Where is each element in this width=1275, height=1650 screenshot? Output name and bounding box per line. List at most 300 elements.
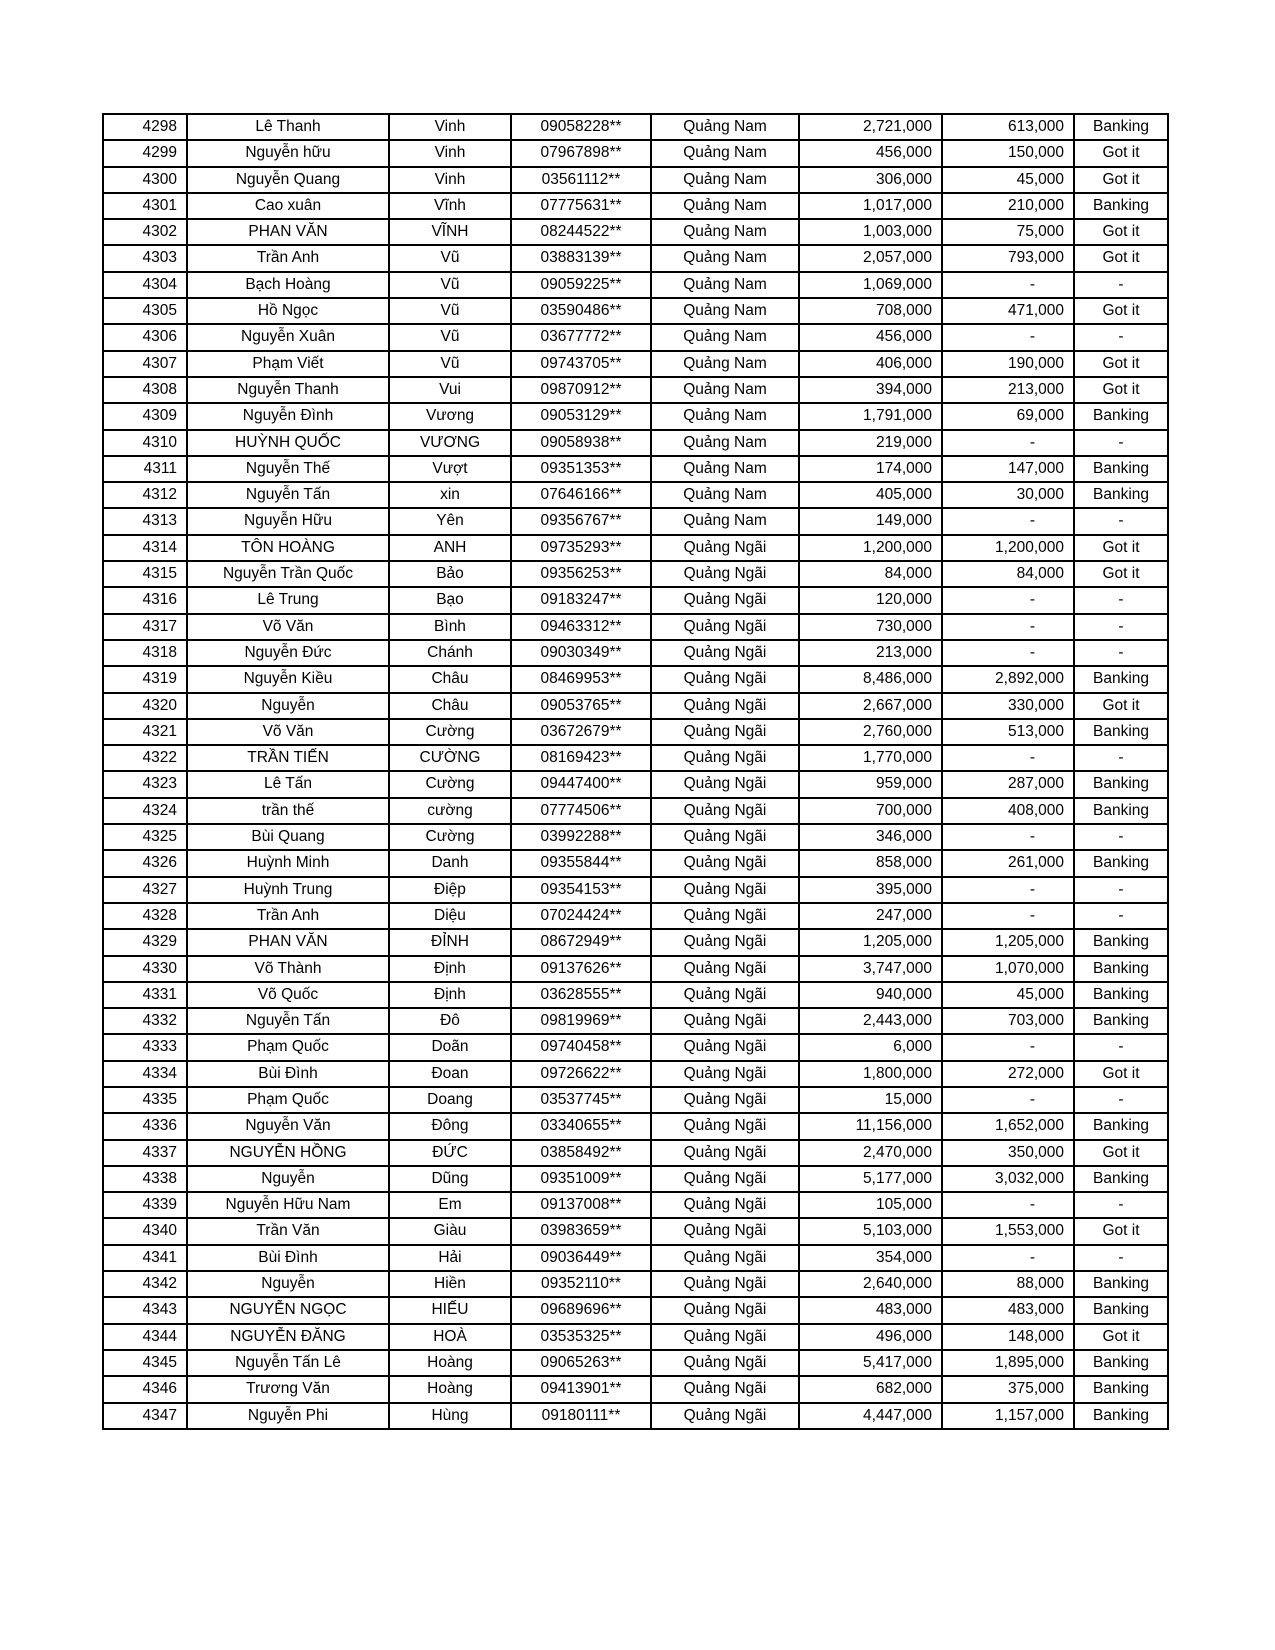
cell-first-name: Vũ <box>389 272 511 298</box>
cell-status: Got it <box>1074 1061 1168 1087</box>
cell-amount-2: 30,000 <box>942 482 1074 508</box>
cell-last-name: Trần Anh <box>187 245 389 271</box>
cell-status: - <box>1074 1245 1168 1271</box>
cell-first-name: ANH <box>389 535 511 561</box>
cell-status: Got it <box>1074 140 1168 166</box>
cell-phone: 03561112** <box>511 167 651 193</box>
cell-status: - <box>1074 640 1168 666</box>
cell-id: 4337 <box>103 1140 187 1166</box>
cell-last-name: Nguyễn Hữu <box>187 508 389 534</box>
cell-phone: 09726622** <box>511 1061 651 1087</box>
cell-id: 4346 <box>103 1376 187 1402</box>
cell-province: Quảng Nam <box>651 403 799 429</box>
cell-province: Quảng Ngãi <box>651 666 799 692</box>
cell-status: Got it <box>1074 245 1168 271</box>
table-row <box>103 193 1168 219</box>
cell-amount-1: 483,000 <box>799 1297 942 1323</box>
cell-last-name: Trần Văn <box>187 1218 389 1244</box>
cell-last-name: Nguyễn Quang <box>187 167 389 193</box>
cell-phone: 09352110** <box>511 1271 651 1297</box>
table-row <box>103 351 1168 377</box>
cell-status: Got it <box>1074 535 1168 561</box>
cell-last-name: Nguyễn Văn <box>187 1113 389 1139</box>
cell-id: 4341 <box>103 1245 187 1271</box>
cell-province: Quảng Ngãi <box>651 1166 799 1192</box>
cell-last-name: Phạm Quốc <box>187 1087 389 1113</box>
cell-province: Quảng Ngãi <box>651 929 799 955</box>
cell-province: Quảng Nam <box>651 351 799 377</box>
table-row <box>103 666 1168 692</box>
table-row <box>103 298 1168 324</box>
cell-province: Quảng Ngãi <box>651 1034 799 1060</box>
table-row <box>103 1192 1168 1218</box>
table-row <box>103 1008 1168 1034</box>
cell-status: Banking <box>1074 929 1168 955</box>
table-row <box>103 1166 1168 1192</box>
cell-amount-2: 147,000 <box>942 456 1074 482</box>
table-row <box>103 929 1168 955</box>
cell-first-name: Cường <box>389 719 511 745</box>
cell-amount-1: 11,156,000 <box>799 1113 942 1139</box>
cell-id: 4314 <box>103 535 187 561</box>
cell-province: Quảng Nam <box>651 324 799 350</box>
cell-amount-2: - <box>942 1245 1074 1271</box>
cell-id: 4298 <box>103 114 187 140</box>
cell-first-name: Cường <box>389 771 511 797</box>
cell-status: - <box>1074 587 1168 613</box>
cell-amount-2: 148,000 <box>942 1324 1074 1350</box>
cell-phone: 08244522** <box>511 219 651 245</box>
cell-id: 4303 <box>103 245 187 271</box>
cell-amount-2: - <box>942 614 1074 640</box>
cell-amount-2: 1,070,000 <box>942 956 1074 982</box>
cell-status: Banking <box>1074 456 1168 482</box>
cell-id: 4313 <box>103 508 187 534</box>
cell-amount-1: 3,747,000 <box>799 956 942 982</box>
cell-amount-1: 5,417,000 <box>799 1350 942 1376</box>
table-row <box>103 1403 1168 1429</box>
cell-first-name: Vinh <box>389 140 511 166</box>
cell-id: 4321 <box>103 719 187 745</box>
cell-phone: 08469953** <box>511 666 651 692</box>
cell-amount-1: 6,000 <box>799 1034 942 1060</box>
cell-status: - <box>1074 1192 1168 1218</box>
cell-phone: 08672949** <box>511 929 651 955</box>
cell-amount-2: - <box>942 1192 1074 1218</box>
cell-province: Quảng Ngãi <box>651 587 799 613</box>
cell-phone: 09137008** <box>511 1192 651 1218</box>
cell-id: 4317 <box>103 614 187 640</box>
cell-first-name: Giàu <box>389 1218 511 1244</box>
cell-last-name: Nguyễn Tấn <box>187 1008 389 1034</box>
cell-first-name: HOÀ <box>389 1324 511 1350</box>
cell-id: 4332 <box>103 1008 187 1034</box>
cell-last-name: Nguyễn Tấn Lê <box>187 1350 389 1376</box>
cell-id: 4301 <box>103 193 187 219</box>
cell-amount-1: 84,000 <box>799 561 942 587</box>
cell-status: - <box>1074 745 1168 771</box>
cell-id: 4310 <box>103 430 187 456</box>
cell-last-name: Nguyễn <box>187 1271 389 1297</box>
cell-amount-2: - <box>942 430 1074 456</box>
cell-province: Quảng Ngãi <box>651 693 799 719</box>
cell-phone: 09137626** <box>511 956 651 982</box>
cell-amount-2: - <box>942 824 1074 850</box>
cell-id: 4342 <box>103 1271 187 1297</box>
cell-first-name: Yên <box>389 508 511 534</box>
cell-last-name: Võ Thành <box>187 956 389 982</box>
cell-last-name: Nguyễn Đức <box>187 640 389 666</box>
cell-amount-1: 700,000 <box>799 798 942 824</box>
table-row <box>103 693 1168 719</box>
cell-phone: 08169423** <box>511 745 651 771</box>
cell-amount-1: 2,760,000 <box>799 719 942 745</box>
cell-province: Quảng Nam <box>651 430 799 456</box>
cell-phone: 09030349** <box>511 640 651 666</box>
cell-first-name: Bạo <box>389 587 511 613</box>
cell-status: Banking <box>1074 1166 1168 1192</box>
cell-amount-1: 858,000 <box>799 850 942 876</box>
cell-amount-2: 513,000 <box>942 719 1074 745</box>
table-row <box>103 850 1168 876</box>
cell-phone: 09355844** <box>511 850 651 876</box>
table-row <box>103 114 1168 140</box>
table-row <box>103 377 1168 403</box>
cell-first-name: HIẾU <box>389 1297 511 1323</box>
cell-first-name: Bình <box>389 614 511 640</box>
cell-first-name: Vương <box>389 403 511 429</box>
cell-last-name: Nguyễn hữu <box>187 140 389 166</box>
cell-id: 4308 <box>103 377 187 403</box>
cell-id: 4336 <box>103 1113 187 1139</box>
cell-amount-2: 2,892,000 <box>942 666 1074 692</box>
cell-amount-2: 272,000 <box>942 1061 1074 1087</box>
cell-last-name: Huỳnh Minh <box>187 850 389 876</box>
cell-amount-1: 2,057,000 <box>799 245 942 271</box>
cell-amount-1: 496,000 <box>799 1324 942 1350</box>
cell-province: Quảng Ngãi <box>651 614 799 640</box>
cell-first-name: Vũ <box>389 245 511 271</box>
cell-amount-1: 174,000 <box>799 456 942 482</box>
cell-last-name: Nguyễn Thế <box>187 456 389 482</box>
cell-amount-2: 408,000 <box>942 798 1074 824</box>
cell-first-name: Vũ <box>389 324 511 350</box>
cell-first-name: Hiền <box>389 1271 511 1297</box>
cell-last-name: Nguyễn Tấn <box>187 482 389 508</box>
cell-status: Got it <box>1074 377 1168 403</box>
cell-last-name: Bùi Quang <box>187 824 389 850</box>
cell-first-name: ĐỨC <box>389 1140 511 1166</box>
cell-amount-1: 456,000 <box>799 140 942 166</box>
cell-phone: 09058228** <box>511 114 651 140</box>
cell-amount-2: - <box>942 587 1074 613</box>
cell-province: Quảng Ngãi <box>651 1297 799 1323</box>
cell-last-name: Nguyễn Trần Quốc <box>187 561 389 587</box>
cell-id: 4304 <box>103 272 187 298</box>
cell-amount-2: 150,000 <box>942 140 1074 166</box>
records-tbody <box>103 114 1168 1429</box>
cell-last-name: Nguyễn Thanh <box>187 377 389 403</box>
cell-phone: 09740458** <box>511 1034 651 1060</box>
cell-amount-2: 287,000 <box>942 771 1074 797</box>
cell-amount-1: 730,000 <box>799 614 942 640</box>
cell-phone: 03858492** <box>511 1140 651 1166</box>
cell-amount-1: 2,470,000 <box>799 1140 942 1166</box>
cell-last-name: Bạch Hoàng <box>187 272 389 298</box>
cell-amount-2: 75,000 <box>942 219 1074 245</box>
cell-status: Banking <box>1074 1297 1168 1323</box>
cell-province: Quảng Ngãi <box>651 1218 799 1244</box>
cell-phone: 09447400** <box>511 771 651 797</box>
cell-id: 4327 <box>103 877 187 903</box>
cell-id: 4322 <box>103 745 187 771</box>
cell-last-name: Nguyễn Đình <box>187 403 389 429</box>
cell-amount-2: 1,205,000 <box>942 929 1074 955</box>
cell-status: Banking <box>1074 798 1168 824</box>
cell-province: Quảng Ngãi <box>651 771 799 797</box>
cell-id: 4331 <box>103 982 187 1008</box>
cell-province: Quảng Nam <box>651 140 799 166</box>
cell-status: - <box>1074 903 1168 929</box>
cell-last-name: Bùi Đình <box>187 1061 389 1087</box>
cell-phone: 09351353** <box>511 456 651 482</box>
cell-amount-2: 69,000 <box>942 403 1074 429</box>
table-row <box>103 245 1168 271</box>
cell-phone: 03590486** <box>511 298 651 324</box>
cell-id: 4320 <box>103 693 187 719</box>
cell-province: Quảng Nam <box>651 377 799 403</box>
cell-status: Banking <box>1074 482 1168 508</box>
cell-province: Quảng Ngãi <box>651 745 799 771</box>
cell-last-name: Phạm Viết <box>187 351 389 377</box>
cell-id: 4343 <box>103 1297 187 1323</box>
cell-phone: 07967898** <box>511 140 651 166</box>
cell-status: - <box>1074 1087 1168 1113</box>
cell-province: Quảng Ngãi <box>651 1061 799 1087</box>
table-row <box>103 1087 1168 1113</box>
cell-amount-1: 105,000 <box>799 1192 942 1218</box>
cell-id: 4338 <box>103 1166 187 1192</box>
cell-last-name: PHAN VĂN <box>187 929 389 955</box>
cell-amount-2: 483,000 <box>942 1297 1074 1323</box>
cell-id: 4329 <box>103 929 187 955</box>
cell-status: Got it <box>1074 1218 1168 1244</box>
cell-amount-1: 1,770,000 <box>799 745 942 771</box>
cell-amount-2: 3,032,000 <box>942 1166 1074 1192</box>
cell-province: Quảng Nam <box>651 114 799 140</box>
cell-first-name: Cường <box>389 824 511 850</box>
table-row <box>103 771 1168 797</box>
cell-status: Banking <box>1074 1113 1168 1139</box>
cell-first-name: Đông <box>389 1113 511 1139</box>
cell-amount-1: 1,069,000 <box>799 272 942 298</box>
cell-first-name: Vượt <box>389 456 511 482</box>
cell-amount-1: 682,000 <box>799 1376 942 1402</box>
cell-status: Got it <box>1074 351 1168 377</box>
cell-status: - <box>1074 877 1168 903</box>
cell-last-name: Lê Tấn <box>187 771 389 797</box>
cell-last-name: Hồ Ngọc <box>187 298 389 324</box>
cell-amount-1: 213,000 <box>799 640 942 666</box>
cell-id: 4306 <box>103 324 187 350</box>
cell-id: 4307 <box>103 351 187 377</box>
cell-first-name: Định <box>389 982 511 1008</box>
cell-status: Banking <box>1074 956 1168 982</box>
records-table <box>102 113 1169 1430</box>
cell-phone: 03535325** <box>511 1324 651 1350</box>
cell-amount-1: 1,200,000 <box>799 535 942 561</box>
cell-amount-2: - <box>942 903 1074 929</box>
table-row <box>103 1324 1168 1350</box>
cell-amount-2: 210,000 <box>942 193 1074 219</box>
cell-province: Quảng Ngãi <box>651 903 799 929</box>
cell-first-name: Vũ <box>389 298 511 324</box>
table-row <box>103 272 1168 298</box>
cell-amount-1: 2,721,000 <box>799 114 942 140</box>
cell-status: - <box>1074 1034 1168 1060</box>
table-row <box>103 587 1168 613</box>
cell-amount-2: 213,000 <box>942 377 1074 403</box>
table-row <box>103 640 1168 666</box>
cell-province: Quảng Ngãi <box>651 1087 799 1113</box>
cell-status: Got it <box>1074 1324 1168 1350</box>
table-row <box>103 456 1168 482</box>
cell-phone: 07775631** <box>511 193 651 219</box>
cell-first-name: Hải <box>389 1245 511 1271</box>
cell-first-name: Hoàng <box>389 1376 511 1402</box>
cell-last-name: Võ Văn <box>187 719 389 745</box>
cell-status: Banking <box>1074 114 1168 140</box>
cell-province: Quảng Ngãi <box>651 640 799 666</box>
cell-last-name: TRẦN TIẾN <box>187 745 389 771</box>
table-row <box>103 1034 1168 1060</box>
cell-id: 4312 <box>103 482 187 508</box>
cell-id: 4318 <box>103 640 187 666</box>
cell-first-name: CƯỜNG <box>389 745 511 771</box>
cell-first-name: Danh <box>389 850 511 876</box>
table-row <box>103 403 1168 429</box>
cell-phone: 07774506** <box>511 798 651 824</box>
cell-id: 4316 <box>103 587 187 613</box>
cell-status: Banking <box>1074 1271 1168 1297</box>
table-row <box>103 535 1168 561</box>
cell-phone: 09819969** <box>511 1008 651 1034</box>
table-row <box>103 1140 1168 1166</box>
cell-province: Quảng Nam <box>651 219 799 245</box>
cell-status: Banking <box>1074 403 1168 429</box>
cell-status: Banking <box>1074 982 1168 1008</box>
cell-amount-1: 354,000 <box>799 1245 942 1271</box>
cell-status: Got it <box>1074 693 1168 719</box>
cell-phone: 09743705** <box>511 351 651 377</box>
cell-id: 4324 <box>103 798 187 824</box>
cell-first-name: VĨNH <box>389 219 511 245</box>
cell-status: - <box>1074 824 1168 850</box>
cell-first-name: Đô <box>389 1008 511 1034</box>
table-row <box>103 956 1168 982</box>
cell-amount-1: 2,640,000 <box>799 1271 942 1297</box>
cell-province: Quảng Ngãi <box>651 1113 799 1139</box>
cell-last-name: Võ Quốc <box>187 982 389 1008</box>
cell-amount-2: 190,000 <box>942 351 1074 377</box>
table-row <box>103 903 1168 929</box>
cell-last-name: PHAN VĂN <box>187 219 389 245</box>
cell-first-name: Em <box>389 1192 511 1218</box>
cell-province: Quảng Nam <box>651 193 799 219</box>
cell-last-name: Nguyễn <box>187 693 389 719</box>
table-row <box>103 1218 1168 1244</box>
cell-phone: 09065263** <box>511 1350 651 1376</box>
cell-amount-2: - <box>942 508 1074 534</box>
cell-amount-2: - <box>942 324 1074 350</box>
cell-phone: 09870912** <box>511 377 651 403</box>
cell-first-name: Vĩnh <box>389 193 511 219</box>
cell-province: Quảng Ngãi <box>651 824 799 850</box>
cell-id: 4333 <box>103 1034 187 1060</box>
cell-last-name: NGUYỄN HỒNG <box>187 1140 389 1166</box>
table-row <box>103 508 1168 534</box>
cell-province: Quảng Ngãi <box>651 1376 799 1402</box>
cell-province: Quảng Nam <box>651 508 799 534</box>
cell-first-name: Vinh <box>389 114 511 140</box>
cell-last-name: Trương Văn <box>187 1376 389 1402</box>
cell-amount-2: 330,000 <box>942 693 1074 719</box>
cell-last-name: Võ Văn <box>187 614 389 640</box>
cell-amount-2: - <box>942 745 1074 771</box>
cell-province: Quảng Ngãi <box>651 719 799 745</box>
cell-amount-1: 940,000 <box>799 982 942 1008</box>
cell-status: - <box>1074 272 1168 298</box>
cell-status: - <box>1074 508 1168 534</box>
cell-status: Got it <box>1074 219 1168 245</box>
cell-id: 4335 <box>103 1087 187 1113</box>
cell-first-name: Vinh <box>389 167 511 193</box>
cell-status: Banking <box>1074 193 1168 219</box>
cell-last-name: HUỲNH QUỐC <box>187 430 389 456</box>
cell-last-name: NGUYỄN NGỌC <box>187 1297 389 1323</box>
cell-province: Quảng Nam <box>651 456 799 482</box>
cell-id: 4315 <box>103 561 187 587</box>
cell-phone: 09356253** <box>511 561 651 587</box>
cell-province: Quảng Nam <box>651 298 799 324</box>
cell-amount-1: 247,000 <box>799 903 942 929</box>
cell-first-name: Vũ <box>389 351 511 377</box>
cell-first-name: VƯƠNG <box>389 430 511 456</box>
table-row <box>103 1297 1168 1323</box>
cell-last-name: Lê Trung <box>187 587 389 613</box>
table-row <box>103 745 1168 771</box>
cell-phone: 09183247** <box>511 587 651 613</box>
cell-id: 4311 <box>103 456 187 482</box>
cell-province: Quảng Ngãi <box>651 1350 799 1376</box>
cell-amount-1: 1,205,000 <box>799 929 942 955</box>
cell-last-name: NGUYỄN ĐĂNG <box>187 1324 389 1350</box>
cell-first-name: Doãn <box>389 1034 511 1060</box>
cell-id: 4347 <box>103 1403 187 1429</box>
cell-amount-2: - <box>942 272 1074 298</box>
table-row <box>103 324 1168 350</box>
cell-amount-1: 5,103,000 <box>799 1218 942 1244</box>
cell-first-name: Châu <box>389 666 511 692</box>
cell-last-name: Trần Anh <box>187 903 389 929</box>
cell-province: Quảng Ngãi <box>651 982 799 1008</box>
cell-id: 4309 <box>103 403 187 429</box>
cell-province: Quảng Nam <box>651 272 799 298</box>
cell-status: Got it <box>1074 561 1168 587</box>
cell-amount-2: 1,652,000 <box>942 1113 1074 1139</box>
cell-phone: 09689696** <box>511 1297 651 1323</box>
cell-amount-1: 15,000 <box>799 1087 942 1113</box>
